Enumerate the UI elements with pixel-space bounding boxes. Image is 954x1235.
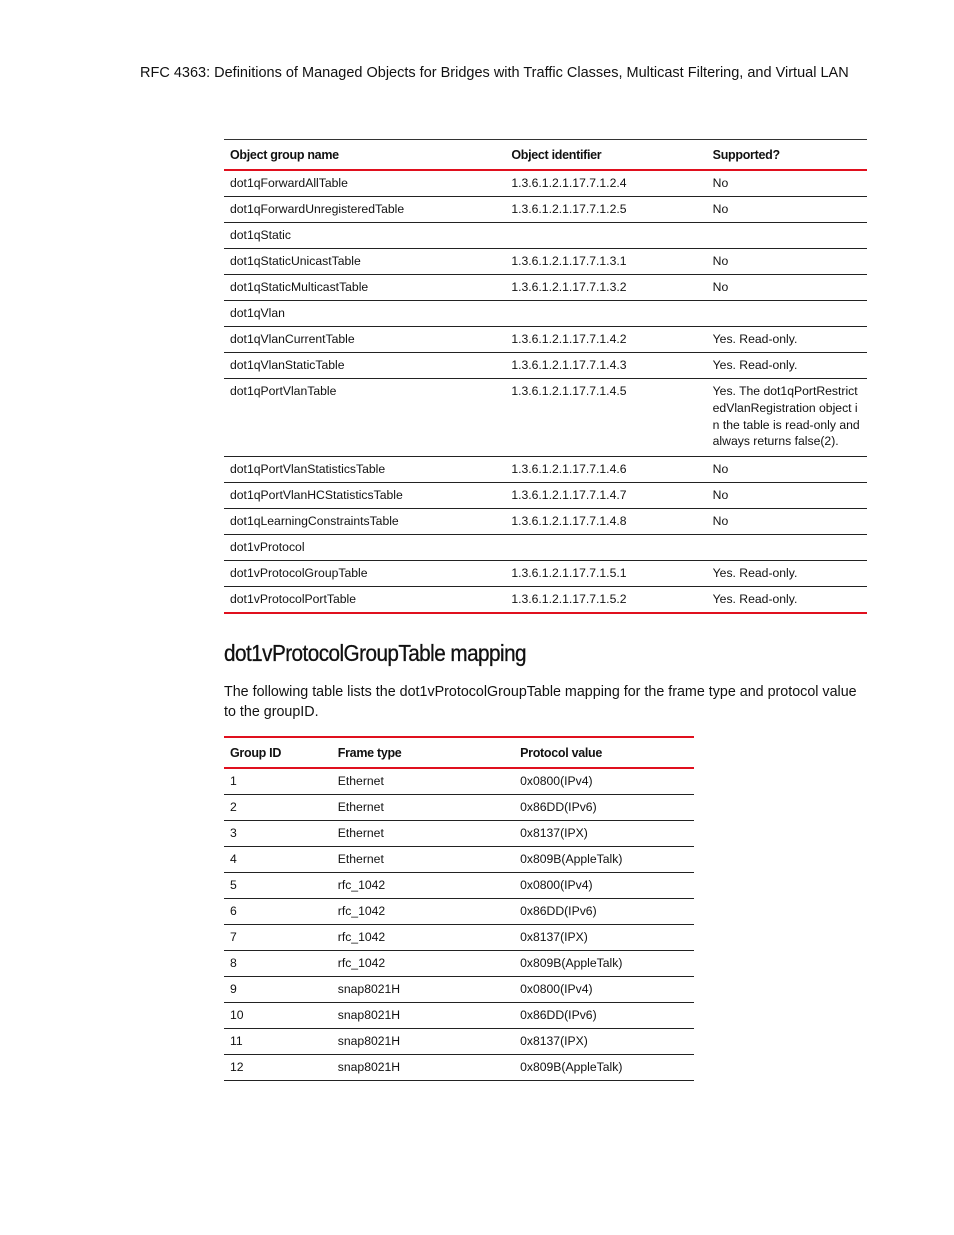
table-row <box>224 535 867 561</box>
table-row <box>224 1003 694 1029</box>
table-cell: dot1vProtocol <box>224 535 505 561</box>
table-cell: 1.3.6.1.2.1.17.7.1.4.6 <box>505 457 706 483</box>
table-row <box>224 249 867 275</box>
column-header: Protocol value <box>520 745 603 760</box>
table-cell: 1.3.6.1.2.1.17.7.1.5.2 <box>505 587 706 614</box>
table-cell: snap8021H <box>332 1003 514 1029</box>
table-cell: dot1qForwardAllTable <box>224 170 505 197</box>
table-row <box>224 509 867 535</box>
table-cell: snap8021H <box>332 977 514 1003</box>
table-cell: dot1qPortVlanTable <box>224 379 505 457</box>
table-cell: Yes. The dot1qPortRestrictedVlanRegistration object in the table is read-only and always returns false(2). <box>707 379 867 457</box>
table-cell: dot1qVlanStaticTable <box>224 353 505 379</box>
table-cell: dot1qStaticMulticastTable <box>224 275 505 301</box>
table-cell: 1.3.6.1.2.1.17.7.1.4.2 <box>505 327 706 353</box>
table-cell: 1.3.6.1.2.1.17.7.1.2.4 <box>505 170 706 197</box>
table-cell: 0x8137(IPX) <box>514 1029 694 1055</box>
table-cell <box>505 535 706 561</box>
table-cell: 0x8137(IPX) <box>514 821 694 847</box>
table-row <box>224 873 694 899</box>
table-cell: Yes. Read-only. <box>707 561 867 587</box>
table-row <box>224 223 867 249</box>
table-cell: 0x809B(AppleTalk) <box>514 847 694 873</box>
table-cell: 9 <box>224 977 332 1003</box>
table-cell: 0x0800(IPv4) <box>514 768 694 795</box>
column-header: Supported? <box>712 147 780 162</box>
table-cell: 6 <box>224 899 332 925</box>
table-cell: rfc_1042 <box>332 873 514 899</box>
table-row <box>224 1029 694 1055</box>
table-cell: dot1qForwardUnregisteredTable <box>224 197 505 223</box>
table-row <box>224 795 694 821</box>
table-cell: 7 <box>224 925 332 951</box>
table-header-row <box>224 737 694 768</box>
page-header: RFC 4363: Definitions of Managed Objects for Bridges with Traffic Classes, Multicast Filtering, and Virtual LAN <box>140 65 849 81</box>
table-cell: 5 <box>224 873 332 899</box>
table-cell: 1.3.6.1.2.1.17.7.1.5.1 <box>505 561 706 587</box>
table-row <box>224 379 867 457</box>
table-cell: dot1qVlan <box>224 301 505 327</box>
table-cell: Yes. Read-only. <box>707 327 867 353</box>
table-cell: Yes. Read-only. <box>707 353 867 379</box>
table-row <box>224 327 867 353</box>
table-cell: snap8021H <box>332 1055 514 1081</box>
section-heading: dot1vProtocolGroupTable mapping <box>224 640 527 666</box>
table-cell: 8 <box>224 951 332 977</box>
table-cell <box>505 301 706 327</box>
table-row <box>224 925 694 951</box>
table-cell: Yes. Read-only. <box>707 587 867 614</box>
table-cell: 11 <box>224 1029 332 1055</box>
table-cell: 0x8137(IPX) <box>514 925 694 951</box>
table-row <box>224 587 867 614</box>
table-cell: 1.3.6.1.2.1.17.7.1.2.5 <box>505 197 706 223</box>
table-row <box>224 561 867 587</box>
section-intro: The following table lists the dot1vProtocolGroupTable mapping for the frame type and protocol value to the groupID. <box>224 684 857 720</box>
column-header: Object identifier <box>511 147 602 162</box>
table-row <box>224 951 694 977</box>
table-cell: 0x809B(AppleTalk) <box>514 1055 694 1081</box>
table-cell: rfc_1042 <box>332 951 514 977</box>
table-cell: 3 <box>224 821 332 847</box>
table-cell: No <box>707 249 867 275</box>
table-row <box>224 1055 694 1081</box>
table-cell: dot1qPortVlanHCStatisticsTable <box>224 483 505 509</box>
table-row <box>224 847 694 873</box>
table-cell: Ethernet <box>332 821 514 847</box>
table-cell: 1 <box>224 768 332 795</box>
table-cell: dot1qVlanCurrentTable <box>224 327 505 353</box>
table-cell: 1.3.6.1.2.1.17.7.1.3.1 <box>505 249 706 275</box>
table-cell: 0x809B(AppleTalk) <box>514 951 694 977</box>
table-cell: No <box>707 197 867 223</box>
table-cell: 4 <box>224 847 332 873</box>
column-header: Group ID <box>230 745 282 760</box>
table-cell: dot1qStatic <box>224 223 505 249</box>
table-row <box>224 170 867 197</box>
table-cell: dot1qLearningConstraintsTable <box>224 509 505 535</box>
table-row <box>224 197 867 223</box>
table-cell: 0x86DD(IPv6) <box>514 899 694 925</box>
table-row <box>224 821 694 847</box>
table-row <box>224 768 694 795</box>
table-cell: 12 <box>224 1055 332 1081</box>
table-row <box>224 899 694 925</box>
table-cell: 1.3.6.1.2.1.17.7.1.3.2 <box>505 275 706 301</box>
table-cell: 1.3.6.1.2.1.17.7.1.4.5 <box>505 379 706 457</box>
table-cell: 0x0800(IPv4) <box>514 873 694 899</box>
table-cell: Ethernet <box>332 795 514 821</box>
table-cell: 0x86DD(IPv6) <box>514 795 694 821</box>
table-cell <box>707 535 867 561</box>
table-cell: No <box>707 275 867 301</box>
table-row <box>224 275 867 301</box>
table-row <box>224 301 867 327</box>
table-cell: Ethernet <box>332 768 514 795</box>
column-header: Object group name <box>230 147 339 162</box>
table-row <box>224 977 694 1003</box>
table-cell: dot1qPortVlanStatisticsTable <box>224 457 505 483</box>
objects-table <box>224 139 867 614</box>
table-header-row <box>224 140 867 171</box>
table-cell: No <box>707 457 867 483</box>
table-cell <box>707 223 867 249</box>
table-cell: dot1vProtocolPortTable <box>224 587 505 614</box>
table-cell <box>505 223 706 249</box>
table-cell: 1.3.6.1.2.1.17.7.1.4.8 <box>505 509 706 535</box>
table-cell: No <box>707 483 867 509</box>
table-cell <box>707 301 867 327</box>
table-cell: rfc_1042 <box>332 925 514 951</box>
table-cell: dot1qStaticUnicastTable <box>224 249 505 275</box>
table-cell: Ethernet <box>332 847 514 873</box>
table-cell: No <box>707 170 867 197</box>
table-cell: 1.3.6.1.2.1.17.7.1.4.7 <box>505 483 706 509</box>
table-cell: 0x0800(IPv4) <box>514 977 694 1003</box>
table-cell: 0x86DD(IPv6) <box>514 1003 694 1029</box>
column-header: Frame type <box>337 745 402 760</box>
table-cell: No <box>707 509 867 535</box>
mapping-table <box>224 736 694 1081</box>
table-row <box>224 457 867 483</box>
table-cell: dot1vProtocolGroupTable <box>224 561 505 587</box>
table-row <box>224 483 867 509</box>
table-cell: snap8021H <box>332 1029 514 1055</box>
table-row <box>224 353 867 379</box>
table-cell: rfc_1042 <box>332 899 514 925</box>
table-cell: 1.3.6.1.2.1.17.7.1.4.3 <box>505 353 706 379</box>
table-cell: 2 <box>224 795 332 821</box>
table-cell: 10 <box>224 1003 332 1029</box>
